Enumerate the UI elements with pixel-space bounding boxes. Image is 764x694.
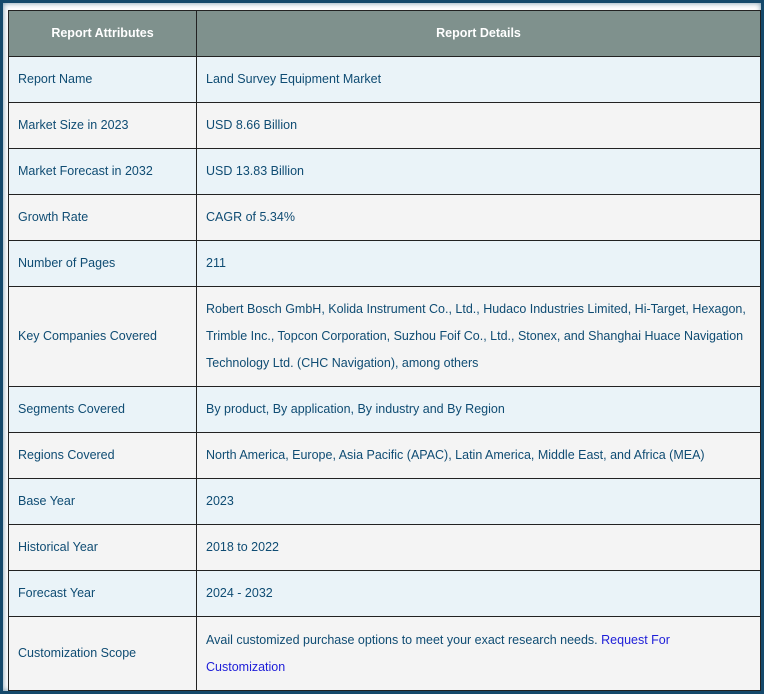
header-report-attributes: Report Attributes xyxy=(9,11,197,57)
row-attribute: Regions Covered xyxy=(9,433,197,479)
row-attribute: Report Name xyxy=(9,57,197,103)
row-attribute: Number of Pages xyxy=(9,241,197,287)
row-attribute: Market Size in 2023 xyxy=(9,103,197,149)
row-detail: USD 8.66 Billion xyxy=(197,103,761,149)
row-attribute: Growth Rate xyxy=(9,195,197,241)
row-detail: By product, By application, By industry and By Region xyxy=(197,387,761,433)
row-attribute: Historical Year xyxy=(9,525,197,571)
row-detail: USD 13.83 Billion xyxy=(197,149,761,195)
table-header-row xyxy=(9,11,761,57)
table-row xyxy=(9,387,761,433)
table-row xyxy=(9,103,761,149)
row-detail: CAGR of 5.34% xyxy=(197,195,761,241)
table-row xyxy=(9,571,761,617)
table-row xyxy=(9,617,761,691)
table-row xyxy=(9,149,761,195)
row-detail: 2024 - 2032 xyxy=(197,571,761,617)
table-row xyxy=(9,479,761,525)
row-detail: Land Survey Equipment Market xyxy=(197,57,761,103)
request-customization-link[interactable]: Request For Customization xyxy=(206,632,670,674)
row-attribute: Market Forecast in 2032 xyxy=(9,149,197,195)
table-row xyxy=(9,195,761,241)
table-row xyxy=(9,287,761,387)
row-detail-customization xyxy=(197,617,761,691)
table-row xyxy=(9,241,761,287)
row-detail: 2023 xyxy=(197,479,761,525)
row-attribute: Customization Scope xyxy=(9,617,197,691)
row-detail: 2018 to 2022 xyxy=(197,525,761,571)
table-row xyxy=(9,57,761,103)
customization-text: Avail customized purchase options to meet your exact research needs. xyxy=(206,632,598,647)
table-row xyxy=(9,525,761,571)
row-attribute: Segments Covered xyxy=(9,387,197,433)
row-attribute: Forecast Year xyxy=(9,571,197,617)
report-attributes-table xyxy=(8,10,761,691)
row-detail: Robert Bosch GmbH, Kolida Instrument Co., Ltd., Hudaco Industries Limited, Hi-Target, Hexagon, Trimble Inc., Topcon Corporation, Suzhou Foif Co., Ltd., Stonex, and Shanghai Huace Navigation Technology Ltd. (CHC Navigation), among others xyxy=(197,287,761,387)
row-detail: North America, Europe, Asia Pacific (APAC), Latin America, Middle East, and Africa (MEA) xyxy=(197,433,761,479)
table-row xyxy=(9,433,761,479)
row-detail: 211 xyxy=(197,241,761,287)
row-attribute: Base Year xyxy=(9,479,197,525)
row-attribute: Key Companies Covered xyxy=(9,287,197,387)
header-report-details: Report Details xyxy=(197,11,761,57)
